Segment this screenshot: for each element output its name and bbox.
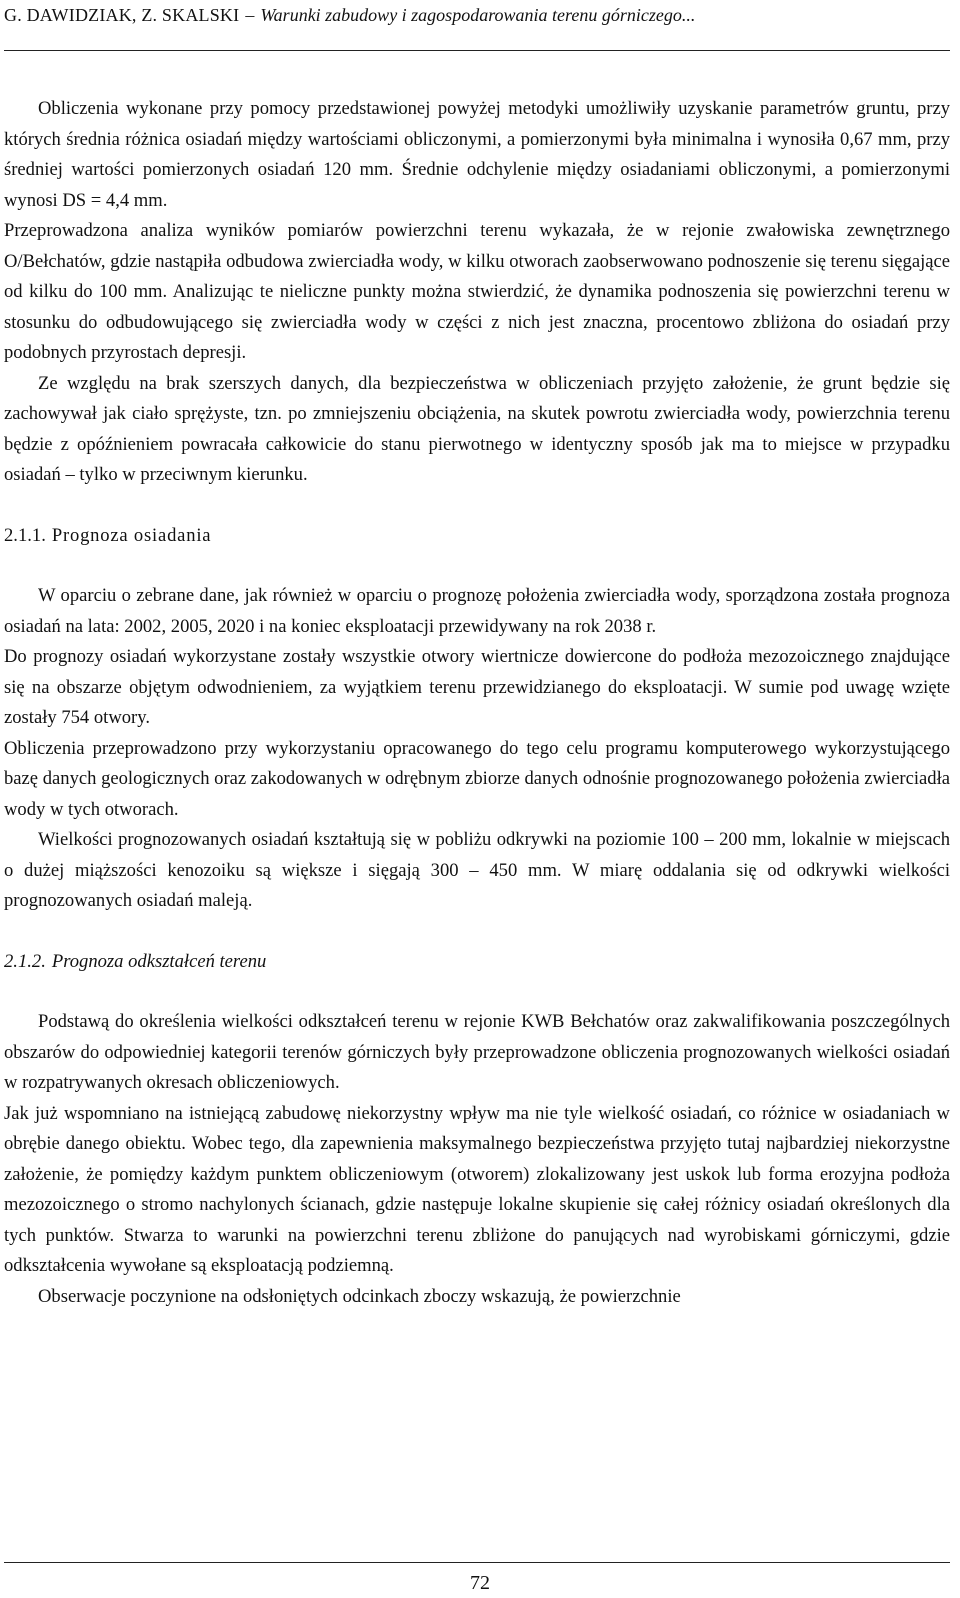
- section-heading-prognoza-odksztalcen: [4, 947, 950, 978]
- paragraph: Do prognozy osiadań wykorzystane zostały wszystkie otwory wiertnicze dowiercone do podłoża mezozoicznego znajdujące się na obszarze objętym odwodnieniem, za wyjątkiem terenu przewidzianego do eksploatacji. W sumie pod uwagę wzięte zostały 754 otwory.: [4, 646, 950, 728]
- paragraph: Obliczenia wykonane przy pomocy przedstawionej powyżej metodyki umożliwiły uzyskanie parametrów gruntu, przy których średnia różnica osiadań między wartościami obliczonymi, a pomierzonymi była minimalna i wynosiła 0,67 mm, przy średniej wartości pomierzonych osiadań 120 mm. Średnie odchylenie między osiadaniami obliczonymi, a pomierzonymi wynosi DS = 4,4 mm.: [4, 98, 950, 211]
- header-authors: G. DAWIDZIAK, Z. SKALSKI: [4, 5, 240, 25]
- header-rule: [4, 50, 950, 51]
- section-number: 2.1.1.: [4, 524, 46, 546]
- section-title: Prognoza odkształceń terenu: [51, 950, 267, 972]
- paragraph: Wielkości prognozowanych osiadań kształtują się w pobliżu odkrywki na poziomie 100 – 200 mm, lokalnie w miejscach o dużej miąższości kenozoiku są większe i sięgają 300 – 450 mm. W miarę oddalania się od odkrywki wielkości prognozowanych osiadań maleją.: [4, 829, 950, 911]
- section-heading-prognoza-osiadania: [4, 521, 950, 552]
- paragraph: W oparciu o zebrane dane, jak również w oparciu o prognozę położenia zwierciadła wody, sporządzona została prognoza osiadań na lata: 2002, 2005, 2020 i na koniec eksploatacji przewidywany na rok 2038 r.: [4, 585, 950, 637]
- running-header: [4, 4, 950, 26]
- section-title: Prognoza osiadania: [51, 524, 212, 546]
- page-body: [4, 94, 950, 1312]
- header-title: Warunki zabudowy i zagospodarowania terenu górniczego...: [260, 5, 696, 25]
- paragraph: Przeprowadzona analiza wyników pomiarów powierzchni terenu wykazała, że w rejonie zwałowiska zewnętrznego O/Bełchatów, gdzie nastąpiła odbudowa zwierciadła wody, w kilku otworach zaobserwowano podnoszenie się terenu sięgające od kilku do 100 mm. Analizując te nieliczne punkty można stwierdzić, że dynamika podnoszenia się powierzchni terenu w stosunku do odbudowującego się zwierciadła wody w części z nich jest znaczna, procentowo zbliżona do osiadań przy podobnych przyrostach depresji.: [4, 220, 950, 363]
- footer-rule: [4, 1562, 950, 1563]
- paragraph: Jak już wspomniano na istniejącą zabudowę niekorzystny wpływ ma nie tyle wielkość osiadań, co różnice w osiadaniach w obrębie danego obiektu. Wobec tego, dla zapewnienia maksymalnego bezpieczeństwa przyjęto tutaj najbardziej niekorzystne założenie, że pomiędzy każdym punktem obliczeniowym (otworem) zlokalizowany jest uskok lub forma erozyjna podłoża mezozoicznego o stromo nachylonych ścianach, gdzie następuje lokalne skupienie się całej różnicy osiadań określonych dla tych punktów. Stwarza to warunki na powierzchni terenu zbliżone do panujących nad wyrobiskami górniczymi, gdzie odkształcenia wywołane są eksploatacją podziemną.: [4, 1102, 950, 1276]
- paragraph: Obserwacje poczynione na odsłoniętych odcinkach zboczy wskazują, że powierzchnie: [38, 1285, 681, 1307]
- paragraph: Podstawą do określenia wielkości odkształceń terenu w rejonie KWB Bełchatów oraz zakwalifikowania poszczególnych obszarów do odpowiedniej kategorii terenów górniczych były przeprowadzone obliczenia prognozowanych wielkości osiadań w rozpatrywanych okresach obliczeniowych.: [4, 1011, 950, 1093]
- section-number: 2.1.2.: [4, 950, 46, 972]
- header-separator: –: [245, 5, 255, 25]
- paragraph: Obliczenia przeprowadzono przy wykorzystaniu opracowanego do tego celu programu komputerowego wykorzystującego bazę danych geologicznych oraz zakodowanych w odrębnym zbiorze danych odnośnie prognozowanego położenia zwierciadła wody w tych otworach.: [4, 737, 950, 820]
- page-number: 72: [470, 1572, 490, 1594]
- paragraph: Ze względu na brak szerszych danych, dla bezpieczeństwa w obliczeniach przyjęto założenie, że grunt będzie się zachowywał jak ciało sprężyste, tzn. po zmniejszeniu obciążenia, na skutek powrotu zwierciadła wody, powierzchnia terenu będzie z opóźnieniem powracała całkowicie do stanu pierwotnego w identyczny sposób jak ma to miejsce w przypadku osiadań – tylko w przeciwnym kierunku.: [4, 372, 950, 485]
